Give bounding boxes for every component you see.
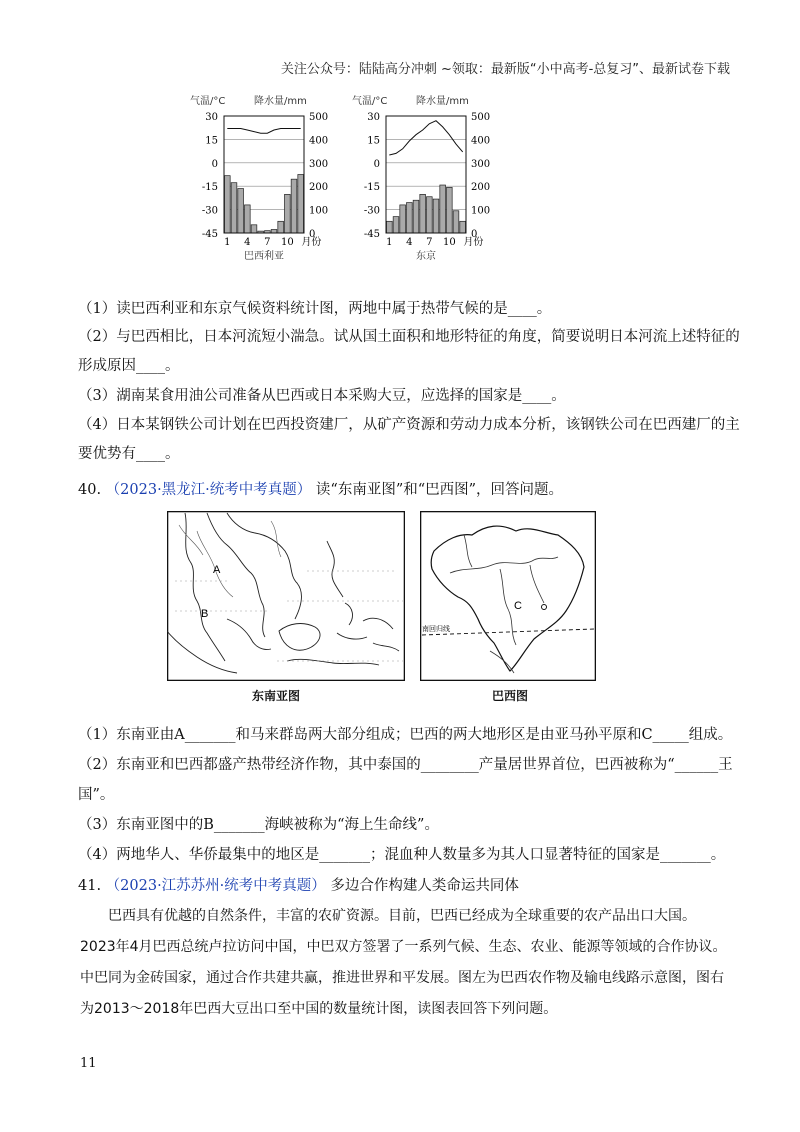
precip-axis-title: 降水量/mm bbox=[254, 96, 307, 107]
precip-bar bbox=[225, 176, 231, 233]
precip-axis-title: 降水量/mm bbox=[416, 96, 469, 107]
q41-source: （2023·江苏苏州·统考中考真题） bbox=[105, 878, 326, 894]
precip-tick-label: 400 bbox=[471, 135, 491, 147]
precip-bar bbox=[447, 187, 453, 233]
q40-line-3: 国”。 bbox=[78, 787, 115, 803]
temp-tick-label: -45 bbox=[363, 229, 380, 240]
precip-tick-label: 0 bbox=[471, 229, 478, 240]
southeast-asia-map bbox=[167, 511, 405, 681]
precip-bar bbox=[251, 225, 257, 233]
precip-bar bbox=[413, 200, 419, 233]
precip-tick-label: 0 bbox=[309, 229, 316, 240]
temp-tick-label: -15 bbox=[201, 182, 218, 194]
month-tick-label: 7 bbox=[426, 237, 433, 248]
temp-tick-label: -15 bbox=[363, 182, 380, 194]
month-tick-label: 1 bbox=[224, 237, 231, 248]
temp-axis-title: 气温/°C bbox=[352, 96, 388, 107]
precip-bar bbox=[440, 185, 446, 233]
q40-line-5: （4）两地华人、华侨最集中的地区是_______；混血种人数量多为其人口显著特征的国家是_______。 bbox=[78, 847, 726, 863]
precip-tick-label: 100 bbox=[471, 205, 491, 217]
page-header: 关注公众号：陆陆高分冲刺 ~领取：最新版“小中高考-总复习”、最新试卷下载 bbox=[280, 62, 730, 77]
q39-line-1: （1）读巴西利亚和东京气候资料统计图，两地中属于热带气候的是____。 bbox=[78, 301, 552, 317]
precip-tick-label: 100 bbox=[309, 205, 329, 217]
brazil-map bbox=[420, 511, 596, 681]
q41-stem: 多边合作构建人类命运共同体 bbox=[330, 878, 519, 894]
climate-charts bbox=[190, 90, 560, 265]
q40-source: （2023·黑龙江·统考中考真题） bbox=[105, 482, 312, 498]
month-tick-label: 4 bbox=[244, 237, 251, 248]
month-tick-label: 10 bbox=[280, 237, 294, 248]
temp-tick-label: 15 bbox=[367, 135, 380, 147]
map2-caption: 巴西图 bbox=[492, 689, 529, 703]
precip-bar bbox=[427, 197, 433, 233]
q40-heading bbox=[78, 479, 563, 501]
precip-bar bbox=[285, 194, 291, 233]
precip-bar bbox=[238, 189, 244, 233]
precip-bar bbox=[407, 203, 413, 233]
map1-caption: 东南亚图 bbox=[252, 689, 301, 703]
precip-tick-label: 400 bbox=[309, 135, 329, 147]
precip-tick-label: 200 bbox=[309, 182, 329, 194]
city-name: 巴西利亚 bbox=[244, 251, 284, 262]
temp-tick-label: -30 bbox=[201, 205, 218, 217]
precip-bar bbox=[420, 194, 426, 233]
precip-bar bbox=[278, 221, 284, 233]
month-tick-label: 10 bbox=[442, 237, 456, 248]
precip-tick-label: 300 bbox=[309, 158, 329, 170]
q41-passage: 巴西具有优越的自然条件，丰富的农矿资源。目前，巴西已经成为全球重要的农产品出口大国。2023年4月巴西总统卢拉访问中国，中巴双方签署了一系列气候、生态、农业、能源等领域的合作协议。中巴同为金砖国家，通过合作共建共赢，推进世界和平发展。图左为巴西农作物及输电线路示意图，图右为2013～2018年巴西大豆出口至中国的数量统计图，读图表回答下列问题。 bbox=[80, 908, 727, 1017]
temp-line bbox=[227, 129, 300, 134]
q40-line-2: （2）东南亚和巴西都盛产热带经济作物，其中泰国的________产量居世界首位，巴西被称为“______王 bbox=[78, 757, 733, 773]
temp-line bbox=[389, 121, 462, 155]
q41-heading bbox=[78, 875, 519, 897]
temp-tick-label: 15 bbox=[205, 135, 218, 147]
temp-tick-label: -30 bbox=[363, 205, 380, 217]
q40-line-1: （1）东南亚由A_______和马来群岛两大部分组成；巴西的两大地形区是由亚马孙平原和C_____组成。 bbox=[78, 727, 733, 743]
q40-line-4: （3）东南亚图中的B_______海峡被称为“海上生命线”。 bbox=[78, 817, 439, 833]
precip-bar bbox=[400, 205, 406, 233]
month-tick-label: 月份 bbox=[463, 237, 484, 248]
q40-number: 40. bbox=[78, 482, 102, 498]
q40-stem: 读“东南亚图”和“巴西图”，回答问题。 bbox=[315, 482, 564, 498]
temp-axis-title: 气温/°C bbox=[190, 96, 226, 107]
label-b: B bbox=[201, 608, 209, 620]
q39-line-4: （3）湖南某食用油公司准备从巴西或日本采购大豆，应选择的国家是____。 bbox=[78, 388, 566, 404]
q39-line-5: （4）日本某钢铁公司计划在巴西投资建厂，从矿产资源和劳动力成本分析，该钢铁公司在巴西建厂的主 bbox=[78, 417, 740, 433]
temp-tick-label: 0 bbox=[373, 158, 380, 170]
temp-tick-label: -45 bbox=[201, 229, 218, 240]
precip-bar bbox=[291, 179, 297, 233]
precip-bar bbox=[460, 221, 466, 233]
precip-bar bbox=[298, 175, 304, 234]
temp-tick-label: 30 bbox=[367, 112, 380, 123]
precip-tick-label: 500 bbox=[471, 112, 491, 123]
city-name: 东京 bbox=[416, 251, 436, 262]
precip-tick-label: 500 bbox=[309, 112, 329, 123]
q39-line-2: （2）与巴西相比，日本河流短小湍急。试从国土面积和地形特征的角度，简要说明日本河流上述特征的 bbox=[78, 329, 740, 345]
precip-tick-label: 200 bbox=[471, 182, 491, 194]
q39-line-6: 要优势有____。 bbox=[78, 446, 180, 462]
precip-bar bbox=[433, 199, 439, 233]
temp-tick-label: 30 bbox=[205, 112, 218, 123]
label-a: A bbox=[213, 564, 221, 576]
precip-bar bbox=[245, 205, 251, 233]
label-c: C bbox=[514, 600, 522, 612]
precip-bar bbox=[453, 211, 459, 233]
temp-tick-label: 0 bbox=[211, 158, 218, 170]
month-tick-label: 月份 bbox=[301, 237, 322, 248]
month-tick-label: 1 bbox=[386, 237, 393, 248]
precip-tick-label: 300 bbox=[471, 158, 491, 170]
month-tick-label: 4 bbox=[406, 237, 413, 248]
precip-bar bbox=[393, 217, 399, 233]
precip-bar bbox=[271, 229, 277, 233]
month-tick-label: 7 bbox=[264, 237, 271, 248]
precip-bar bbox=[231, 183, 237, 233]
precip-bar bbox=[387, 221, 393, 233]
q39-line-3: 形成原因____。 bbox=[78, 358, 180, 374]
tropic-label: 南回归线 bbox=[422, 625, 450, 633]
q41-number: 41. bbox=[78, 878, 102, 894]
page-number: 11 bbox=[80, 1056, 97, 1071]
